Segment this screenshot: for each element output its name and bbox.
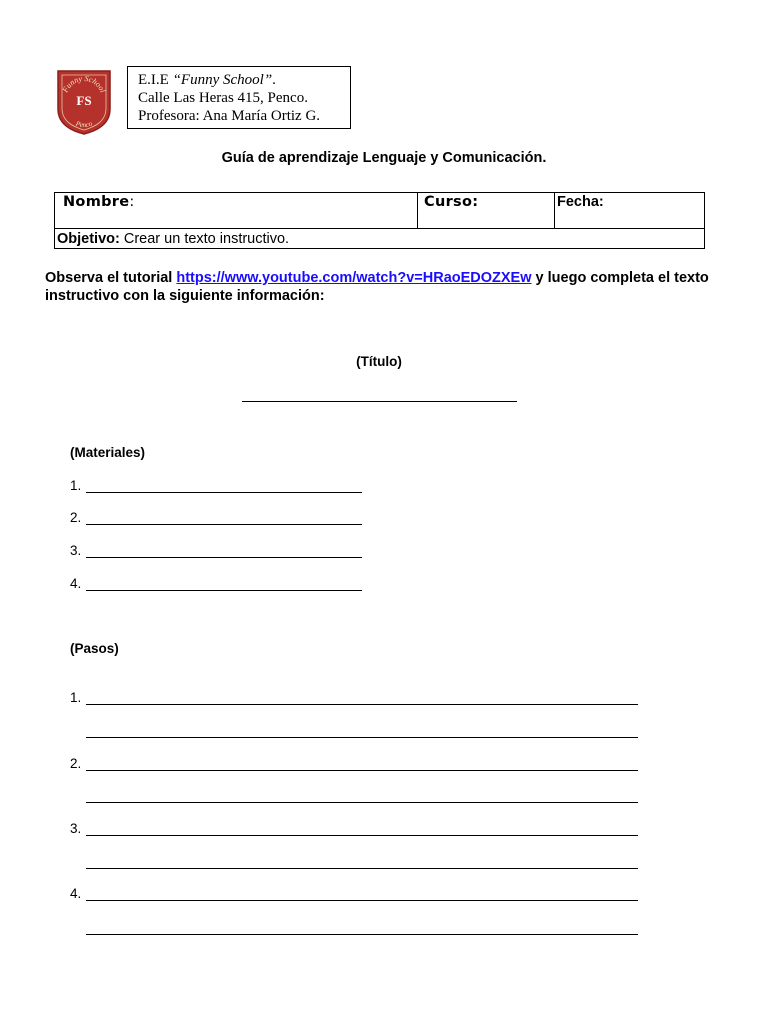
pasos-number: 3. — [70, 821, 82, 836]
school-name-line: E.I.E “Funny School”. — [138, 72, 276, 88]
objetivo-label: Objetivo: — [57, 230, 120, 247]
materiales-blank-line[interactable] — [86, 557, 362, 558]
pasos-number: 4. — [70, 886, 82, 901]
pasos-blank-line[interactable] — [86, 802, 638, 803]
titulo-blank-line[interactable] — [242, 401, 517, 402]
materiales-blank-line[interactable] — [86, 590, 362, 591]
pasos-number: 1. — [70, 690, 82, 705]
logo-text-bottom: Penco — [74, 119, 94, 130]
materiales-number: 1. — [70, 478, 82, 493]
titulo-label: (Título) — [356, 354, 402, 369]
student-info-table — [54, 192, 705, 249]
pasos-blank-line[interactable] — [86, 770, 638, 771]
intro-paragraph: Observa el tutorial https://www.youtube.com/watch?v=HRaoEDOZXEw y luego completa el texto instructivo con la siguiente información: — [45, 270, 709, 304]
guide-title: Guía de aprendizaje Lenguaje y Comunicación. — [221, 150, 547, 166]
school-address: Calle Las Heras 415, Penco. — [138, 90, 308, 106]
materiales-blank-line[interactable] — [86, 524, 362, 525]
curso-cell[interactable] — [418, 193, 555, 229]
materiales-label: (Materiales) — [70, 445, 146, 460]
curso-label: Curso: — [424, 194, 479, 210]
objetivo-text: Crear un texto instructivo. — [119, 230, 290, 247]
materiales-number: 3. — [70, 543, 82, 558]
fecha-cell[interactable] — [555, 193, 705, 229]
school-logo — [56, 69, 112, 135]
pasos-number: 2. — [70, 756, 82, 771]
logo-text-top: Funny School — [60, 73, 108, 94]
school-teacher: Profesora: Ana María Ortiz G. — [138, 108, 321, 124]
pasos-label: (Pasos) — [70, 641, 119, 656]
logo-initials: FS — [76, 93, 92, 108]
materiales-number: 2. — [70, 510, 82, 525]
nombre-label: Nombre — [63, 194, 130, 210]
school-info-box — [127, 66, 351, 129]
pasos-blank-line[interactable] — [86, 835, 638, 836]
materiales-blank-line[interactable] — [86, 492, 362, 493]
nombre-cell[interactable]: Nombre: — [55, 193, 418, 229]
tutorial-link[interactable]: https://www.youtube.com/watch?v=HRaoEDOZXEw — [176, 270, 532, 286]
objetivo-cell — [55, 229, 705, 249]
pasos-blank-line[interactable] — [86, 704, 638, 705]
pasos-blank-line[interactable] — [86, 868, 638, 869]
school-name: “Funny School” — [172, 72, 273, 88]
materiales-number: 4. — [70, 576, 82, 591]
pasos-blank-line[interactable] — [86, 737, 638, 738]
fecha-label: Fecha: — [557, 194, 604, 210]
pasos-blank-line[interactable] — [86, 934, 638, 935]
pasos-blank-line[interactable] — [86, 900, 638, 901]
